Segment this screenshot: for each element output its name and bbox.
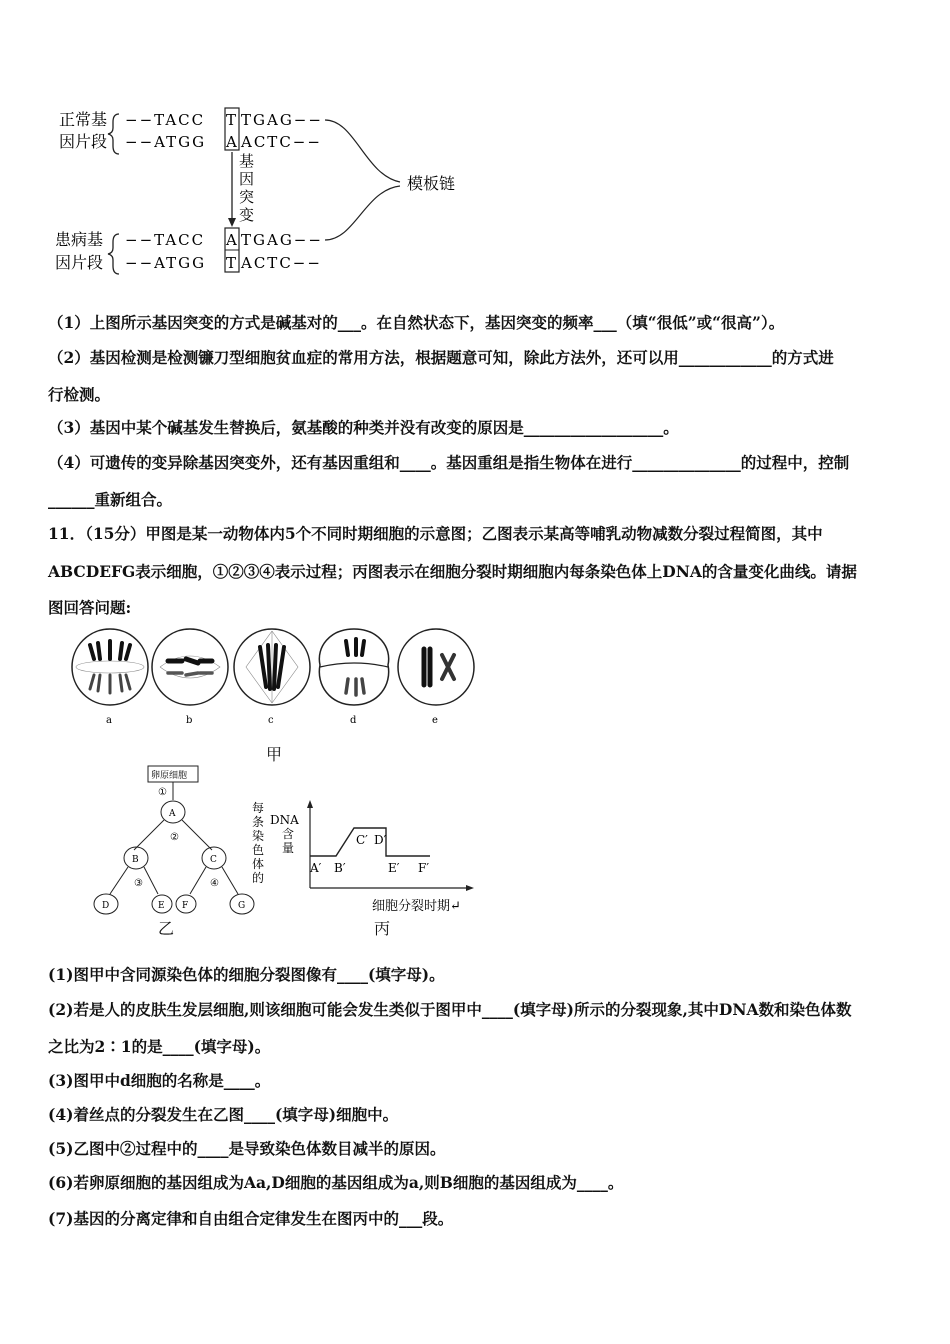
yi-step2: ② bbox=[170, 832, 179, 843]
bing-ylabel-5: 体 bbox=[252, 857, 265, 871]
bing-point-C: C′ bbox=[356, 833, 368, 847]
bing-ylabel-liang: 量 bbox=[282, 841, 295, 855]
q11-intro-c: 图回答问题: bbox=[48, 598, 132, 617]
bing-point-D: D′ bbox=[374, 833, 387, 847]
q10-part1: （1）上图所示基因突变的方式是碱基对的___。在自然状态下，基因突变的频率___（填“很低”或“很高”）。 bbox=[48, 313, 785, 332]
q11-sub5: (5)乙图中②过程中的____是导致染色体数目减半的原因。 bbox=[48, 1139, 446, 1158]
mutation-char-2: 因 bbox=[239, 170, 255, 188]
cell-e-label: e bbox=[432, 715, 438, 726]
template-line-bottom bbox=[325, 186, 400, 240]
disease-bottom-right: ACTC−− bbox=[241, 254, 322, 272]
mutation-char-1: 基 bbox=[239, 152, 255, 170]
yi-step1: ① bbox=[158, 787, 167, 798]
figure-jia-caption: 甲 bbox=[266, 745, 283, 764]
normal-brace bbox=[108, 114, 119, 154]
bing-ylabel-6: 的 bbox=[252, 871, 265, 885]
q11-sub1: (1)图甲中含同源染色体的细胞分裂图像有____(填字母)。 bbox=[48, 965, 445, 984]
bing-point-E: E′ bbox=[388, 861, 400, 875]
yi-node-D-label: D bbox=[102, 901, 110, 911]
yi-node-E-label: E bbox=[158, 901, 165, 911]
normal-label-2: 因片段 bbox=[59, 132, 108, 151]
yi-node-G-label: G bbox=[238, 901, 246, 911]
cell-a bbox=[72, 629, 148, 726]
normal-top-box: T bbox=[226, 111, 237, 129]
yi-node-F-label: F bbox=[182, 901, 189, 911]
cell-d bbox=[319, 629, 388, 726]
disease-top-box: A bbox=[226, 231, 237, 249]
yi-step4: ④ bbox=[210, 878, 219, 889]
bing-curve bbox=[310, 828, 430, 856]
normal-top-left: −−TACC bbox=[125, 111, 206, 129]
cell-b-label: b bbox=[186, 715, 193, 726]
yi-node-A-label: A bbox=[169, 809, 176, 819]
mutation-arrow-head bbox=[228, 218, 236, 227]
bing-ylabel-han: 含 bbox=[282, 827, 295, 841]
cell-b bbox=[152, 629, 228, 726]
q11-sub6: (6)若卵原细胞的基因组成为Aa,D细胞的基因组成为a,则B细胞的基因组成为____。 bbox=[48, 1173, 624, 1192]
figure-yi bbox=[84, 760, 264, 930]
normal-bottom-left: −−ATGG bbox=[125, 133, 207, 151]
disease-label-1: 患病基 bbox=[55, 230, 104, 249]
figure-yi-caption: 乙 bbox=[158, 919, 175, 938]
disease-bottom-left: −−ATGG bbox=[125, 254, 207, 272]
bing-xlabel: 细胞分裂时期↵ bbox=[372, 899, 461, 914]
cell-d-label: d bbox=[350, 715, 357, 726]
bing-ylabel-3: 染 bbox=[252, 829, 265, 843]
yi-node-B-label: B bbox=[132, 855, 139, 865]
q10-part4a: （4）可遗传的变异除基因突变外，还有基因重组和____。基因重组是指生物体在进行______________的过程中，控制 bbox=[48, 453, 850, 472]
q11-intro-a: 11．（15分）甲图是某一动物体内5个不同时期细胞的示意图；乙图表示某高等哺乳动物减数分裂过程简图，其中 bbox=[48, 524, 823, 543]
yi-step3: ③ bbox=[134, 878, 143, 889]
disease-label-2: 因片段 bbox=[55, 253, 104, 272]
q10-part4b: ______重新组合。 bbox=[48, 490, 173, 509]
bing-ylabel-4: 色 bbox=[252, 843, 265, 857]
q10-part3: （3）基因中某个碱基发生替换后，氨基酸的种类并没有改变的原因是__________________。 bbox=[48, 418, 679, 437]
figure-bing-caption: 丙 bbox=[374, 919, 391, 938]
disease-top-left: −−TACC bbox=[125, 231, 206, 249]
cell-c bbox=[234, 629, 310, 726]
disease-brace bbox=[108, 234, 119, 274]
disease-bottom-box: T bbox=[226, 254, 237, 272]
yi-root: 卵原细胞 bbox=[151, 771, 188, 781]
bing-ylabel-dna: DNA bbox=[270, 813, 299, 827]
disease-top-right: TGAG−− bbox=[241, 231, 323, 249]
yi-node-C-label: C bbox=[210, 855, 217, 865]
figure-bing bbox=[250, 798, 480, 918]
cell-e bbox=[398, 629, 474, 726]
template-label: 模板链 bbox=[407, 174, 456, 193]
mutation-char-4: 变 bbox=[239, 206, 255, 224]
normal-bottom-box: A bbox=[226, 133, 237, 151]
mutation-char-3: 突 bbox=[239, 188, 255, 206]
gene-mutation-diagram bbox=[55, 100, 495, 285]
q11-sub2b: 之比为2∶1的是____(填字母)。 bbox=[48, 1037, 271, 1056]
cell-c-label: c bbox=[268, 715, 274, 726]
bing-ylabel-2: 条 bbox=[252, 815, 265, 829]
normal-top-right: TGAG−− bbox=[241, 111, 323, 129]
normal-bottom-right: ACTC−− bbox=[241, 133, 322, 151]
bing-point-B: B′ bbox=[334, 861, 346, 875]
template-line-top bbox=[325, 120, 400, 182]
q10-part2a: （2）基因检测是检测镰刀型细胞贫血症的常用方法，根据题意可知，除此方法外，还可以用____________的方式进 bbox=[48, 348, 834, 367]
q11-sub2a: (2)若是人的皮肤生发层细胞,则该细胞可能会发生类似于图甲中____(填字母)所示的分裂现象,其中DNA数和染色体数 bbox=[48, 1000, 852, 1019]
bing-ylabel-1: 每 bbox=[252, 801, 265, 815]
normal-label-1: 正常基 bbox=[59, 110, 108, 129]
q11-sub3: (3)图甲中d细胞的名称是____。 bbox=[48, 1071, 271, 1090]
q11-sub4: (4)着丝点的分裂发生在乙图____(填字母)细胞中。 bbox=[48, 1105, 399, 1124]
bing-point-A: A′ bbox=[310, 861, 322, 875]
bing-point-F: F′ bbox=[418, 861, 430, 875]
q11-intro-b: ABCDEFG表示细胞，①②③④表示过程；丙图表示在细胞分裂时期细胞内每条染色体上DNA的含量变化曲线。请据 bbox=[48, 562, 857, 581]
q11-sub7: (7)基因的分离定律和自由组合定律发生在图丙中的___段。 bbox=[48, 1209, 454, 1228]
cell-a-label: a bbox=[106, 715, 112, 726]
q10-part2b: 行检测。 bbox=[48, 385, 111, 404]
